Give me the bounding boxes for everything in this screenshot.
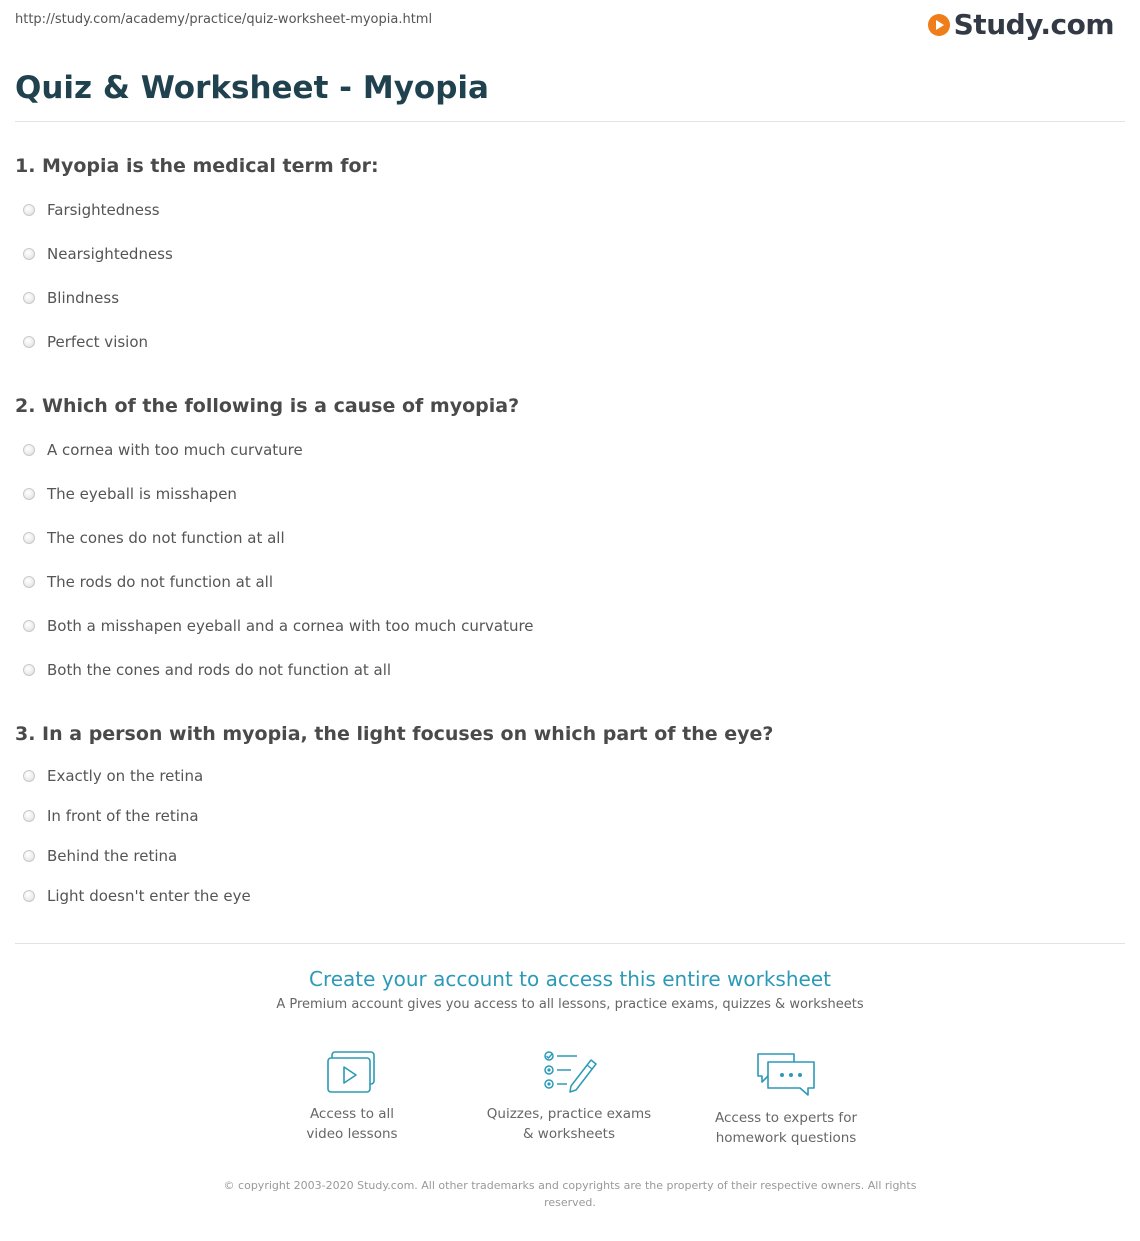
feature-quizzes	[474, 1050, 664, 1144]
radio-button[interactable]	[23, 770, 35, 782]
answer-option[interactable]: A cornea with too much curvature	[23, 440, 303, 460]
page-title: Quiz & Worksheet - Myopia	[15, 70, 489, 106]
radio-button[interactable]	[23, 292, 35, 304]
answer-option[interactable]: Light doesn't enter the eye	[23, 886, 251, 906]
answer-option[interactable]: Both a misshapen eyeball and a cornea with too much curvature	[23, 616, 534, 636]
radio-button[interactable]	[23, 532, 35, 544]
feature-text: Access to all video lessons	[306, 1106, 398, 1142]
feature-text: Quizzes, practice exams & worksheets	[486, 1106, 652, 1142]
answer-option[interactable]: Blindness	[23, 288, 119, 308]
radio-button[interactable]	[23, 810, 35, 822]
radio-button[interactable]	[23, 850, 35, 862]
answer-option[interactable]: The rods do not function at all	[23, 572, 273, 592]
copyright-notice: © copyright 2003-2020 Study.com. All other trademarks and copyrights are the property of their respective owners. All rights reserved.	[223, 1179, 917, 1209]
questions-divider	[15, 943, 1125, 944]
quiz-checklist-icon	[541, 1050, 597, 1094]
answer-option[interactable]: Farsightedness	[23, 200, 160, 220]
answer-option[interactable]: Behind the retina	[23, 846, 177, 866]
question-3-title: 3. In a person with myopia, the light focuses on which part of the eye?	[15, 723, 774, 745]
chat-bubbles-icon	[754, 1050, 818, 1098]
answer-option[interactable]: Both the cones and rods do not function at all	[23, 660, 391, 680]
play-circle-icon	[928, 14, 950, 36]
study-logo[interactable]	[928, 8, 1114, 41]
answer-option[interactable]: The eyeball is misshapen	[23, 484, 237, 504]
radio-button[interactable]	[23, 204, 35, 216]
premium-description: A Premium account gives you access to all lessons, practice exams, quizzes & worksheets	[276, 997, 864, 1012]
feature-experts	[691, 1050, 881, 1148]
radio-button[interactable]	[23, 248, 35, 260]
video-lessons-icon	[326, 1050, 378, 1094]
feature-video-lessons	[257, 1050, 447, 1144]
radio-button[interactable]	[23, 664, 35, 676]
radio-button[interactable]	[23, 336, 35, 348]
question-1-title: 1. Myopia is the medical term for:	[15, 155, 379, 177]
radio-button[interactable]	[23, 444, 35, 456]
answer-option[interactable]: The cones do not function at all	[23, 528, 285, 548]
answer-option[interactable]: Perfect vision	[23, 332, 148, 352]
radio-button[interactable]	[23, 890, 35, 902]
title-divider	[15, 121, 1125, 122]
question-2-title: 2. Which of the following is a cause of myopia?	[15, 395, 520, 417]
create-account-link[interactable]: Create your account to access this entire worksheet	[309, 967, 831, 991]
page-url: http://study.com/academy/practice/quiz-worksheet-myopia.html	[15, 12, 433, 27]
radio-button[interactable]	[23, 620, 35, 632]
answer-option[interactable]: Nearsightedness	[23, 244, 173, 264]
radio-button[interactable]	[23, 576, 35, 588]
radio-button[interactable]	[23, 488, 35, 500]
answer-option[interactable]: In front of the retina	[23, 806, 199, 826]
logo-text: Study.com	[953, 8, 1114, 41]
answer-option[interactable]: Exactly on the retina	[23, 766, 203, 786]
feature-text: Access to experts for homework questions	[714, 1110, 857, 1146]
